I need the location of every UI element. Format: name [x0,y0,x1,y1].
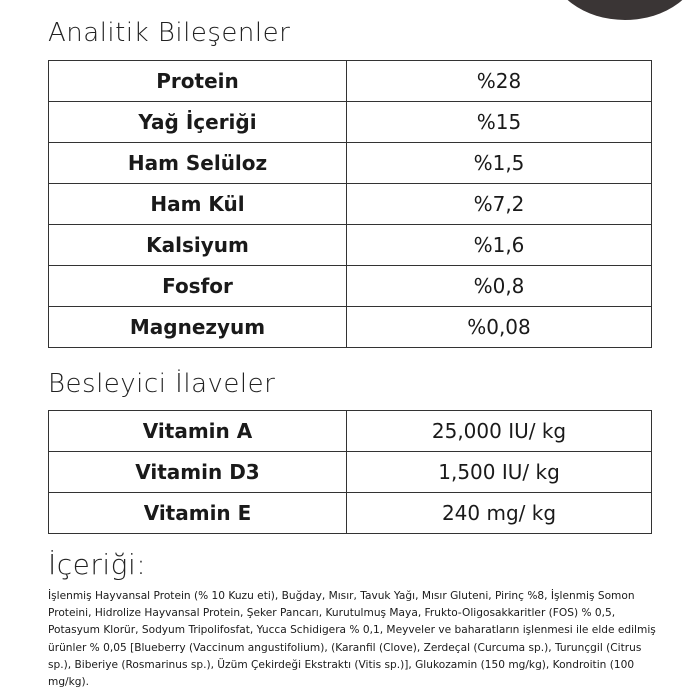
row-label: Vitamin E [49,493,347,534]
row-label: Yağ İçeriği [49,102,347,143]
row-value: %15 [347,102,652,143]
table-row [49,225,652,266]
additives-table [48,410,652,534]
table-row [49,452,652,493]
row-label: Ham Kül [49,184,347,225]
analysis-title: Analitik Bileşenler [48,18,291,48]
corner-decoration [550,0,700,20]
ingredients-text: İşlenmiş Hayvansal Protein (% 10 Kuzu eti), Buğday, Mısır, Tavuk Yağı, Mısır Gluteni, Pirinç %8, İşlenmiş Somon Proteini, Hidrolize Hayvansal Protein, Şeker Pancarı, Kurutulmuş Maya, Frukto-Oligosakkaritler (FOS) % 0,5, Potasyum Klorür, Sodyum Tripolifosfat, Yucca Schidigera % 0,1, Meyveler ve baharatların işlenmesi ile elde edilmiş ürünler % 0,05 [Blueberry (Vaccinum angustifolium), (Karanfil (Clove), Zerdeçal (Curcuma sp.), Turunçgil (Citrus sp.), Biberiye (Rosmarinus sp.), Üzüm Çekirdeği Ekstraktı (Vitis sp.)], Glukozamin (150 mg/kg), Kondroitin (100 mg/kg). [48,590,656,689]
row-label: Magnezyum [49,307,347,348]
row-value: %7,2 [347,184,652,225]
row-label: Vitamin A [49,411,347,452]
row-value: %28 [347,61,652,102]
table-row [49,493,652,534]
ingredients-title: İçeriği: [48,548,147,581]
table-row [49,102,652,143]
table-row [49,143,652,184]
additives-title: Besleyici İlaveler [48,369,276,399]
analysis-table [48,60,652,348]
table-row [49,307,652,348]
table-row [49,411,652,452]
row-value: %0,08 [347,307,652,348]
row-value: 240 mg/ kg [347,493,652,534]
row-value: %1,5 [347,143,652,184]
row-label: Ham Selüloz [49,143,347,184]
table-row [49,61,652,102]
row-label: Protein [49,61,347,102]
row-value: %1,6 [347,225,652,266]
table-row [49,266,652,307]
row-label: Fosfor [49,266,347,307]
row-value: 1,500 IU/ kg [347,452,652,493]
row-value: 25,000 IU/ kg [347,411,652,452]
row-label: Kalsiyum [49,225,347,266]
table-row [49,184,652,225]
row-label: Vitamin D3 [49,452,347,493]
row-value: %0,8 [347,266,652,307]
